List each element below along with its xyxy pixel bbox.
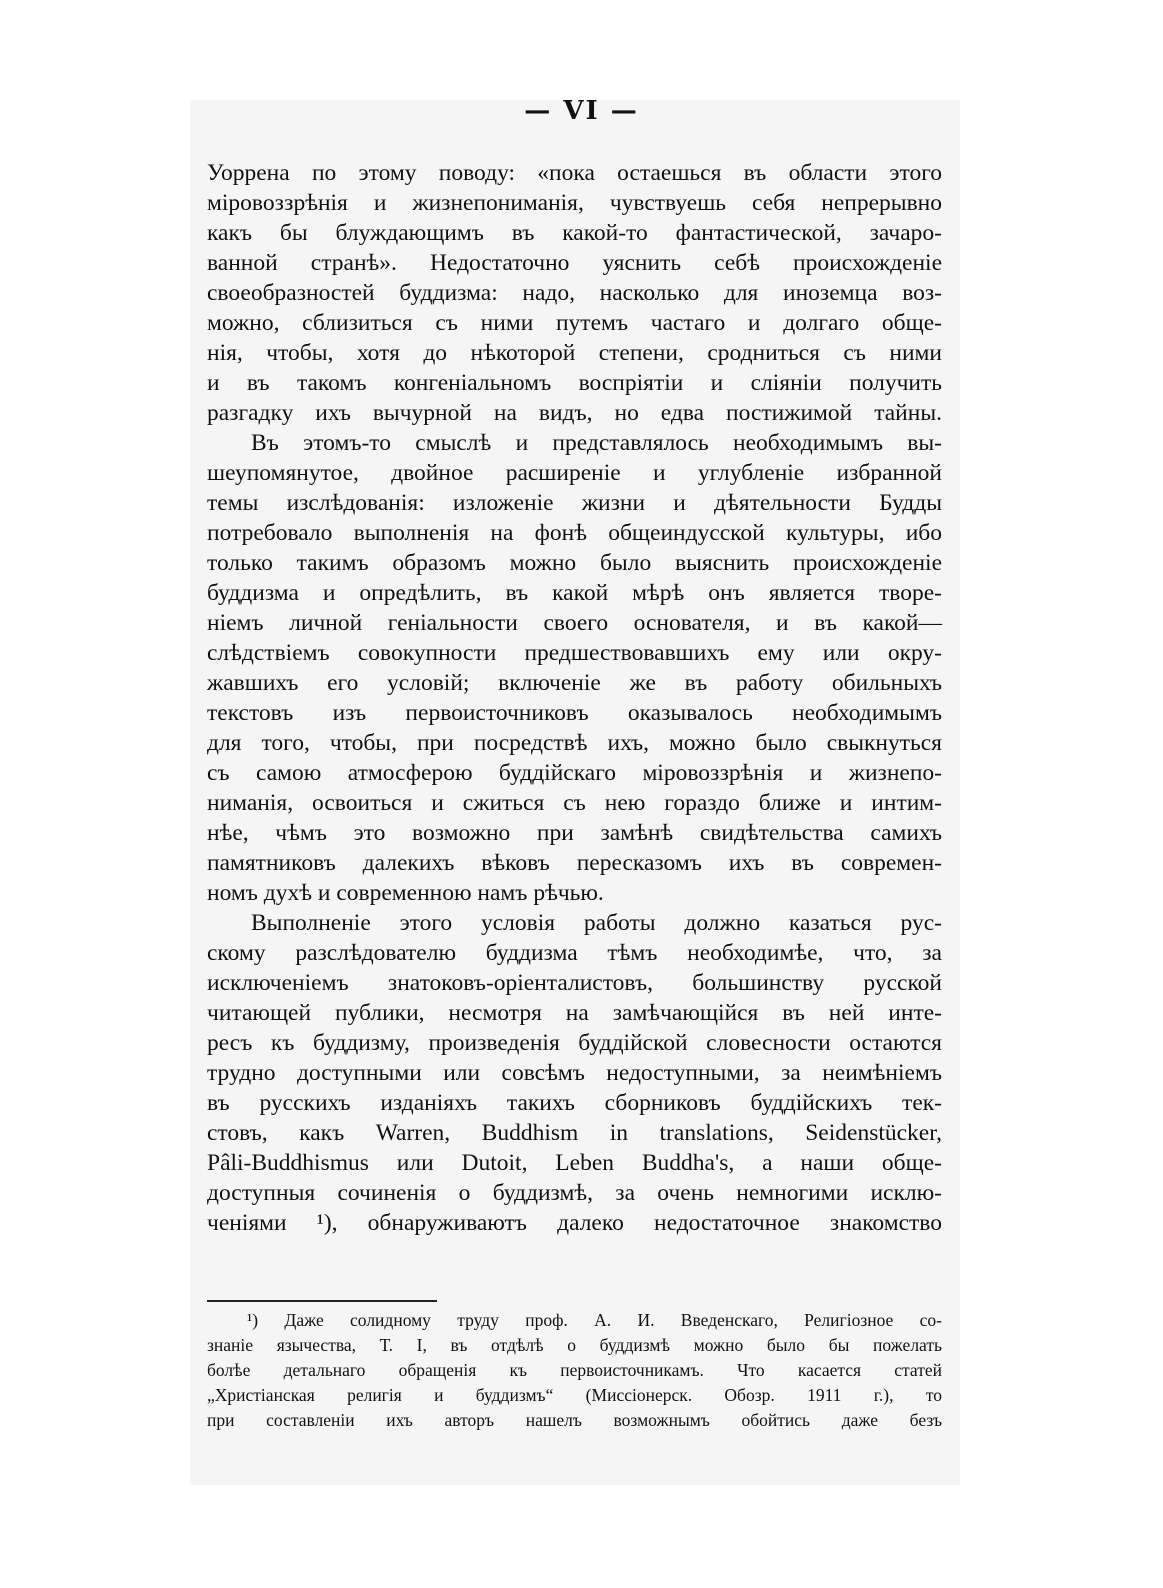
- main-text: [207, 158, 942, 1238]
- text-line: темы изслѣдованія: изложеніе жизни и дѣятельности Будды: [207, 490, 942, 516]
- text-line: ниманія, освоиться и сжиться съ нею гораздо ближе и интим-: [207, 790, 942, 816]
- text-line: ресъ къ буддизму, произведенія буддійской словесности остаются: [207, 1030, 942, 1056]
- text-line: Въ этомъ-то смыслѣ и представлялось необходимымъ вы-: [251, 430, 942, 456]
- text-line: и въ такомъ конгеніальномъ воспріятіи и сліяніи получить: [207, 370, 942, 396]
- text-line: нѣе, чѣмъ это возможно при замѣнѣ свидѣтельства самихъ: [207, 820, 942, 846]
- text-line: своеобразностей буддизма: надо, насколько для иноземца воз-: [207, 280, 942, 306]
- paragraph-2: [207, 428, 942, 908]
- footnote-line: болѣе детальнаго обращенія къ первоисточникамъ. Что касается статей: [207, 1360, 942, 1380]
- text-line: только такимъ образомъ можно было выяснить происхожденіе: [207, 550, 942, 576]
- text-line: шеупомянутое, двойное расширеніе и углубленіе избранной: [207, 460, 942, 486]
- text-line: ченіями ¹), обнаруживаютъ далеко недостаточное знакомство: [207, 1210, 942, 1236]
- text-line: ніемъ личной геніальности своего основателя, и въ какой—: [207, 610, 942, 636]
- footnote-divider: [207, 1300, 437, 1302]
- text-line: міровоззрѣнія и жизнепониманія, чувствуешь себя непрерывно: [207, 190, 942, 216]
- footnote-line: „Христіанская религія и буддизмъ“ (Миссіонерск. Обозр. 1911 г.), то: [207, 1385, 942, 1405]
- paragraph-3: [207, 908, 942, 1238]
- text-line: доступныя сочиненія о буддизмѣ, за очень немногими исклю-: [207, 1180, 942, 1206]
- text-line: ванной странѣ». Недостаточно уяснить себѣ происхожденіе: [207, 250, 942, 276]
- text-line: слѣдствіемъ совокупности предшествовавшихъ ему или окру-: [207, 640, 942, 666]
- text-line: Уоррена по этому поводу: «пока остаешься въ области этого: [207, 160, 942, 186]
- text-line: разгадку ихъ вычурной на видъ, но едва постижимой тайны.: [207, 400, 942, 426]
- text-line: Pâli-Buddhismus или Dutoit, Leben Buddha's, а наши обще-: [207, 1150, 942, 1176]
- footnote-line: при составленіи ихъ авторъ нашелъ возможнымъ обойтись даже безъ: [207, 1410, 942, 1430]
- footnote: [207, 1308, 942, 1433]
- text-line: въ русскихъ изданіяхъ такихъ сборниковъ буддійскихъ тек-: [207, 1090, 942, 1116]
- text-line: исключеніемъ знатоковъ-оріенталистовъ, большинству русской: [207, 970, 942, 996]
- text-line: для того, чтобы, при посредствѣ ихъ, можно было свыкнуться: [207, 730, 942, 756]
- paragraph-1: [207, 158, 942, 428]
- text-line: съ самою атмосферою буддійскаго міровоззрѣнія и жизнепо-: [207, 760, 942, 786]
- footnote-line: знаніе язычества, Т. I, въ отдѣлѣ о буддизмѣ можно было бы пожелать: [207, 1335, 942, 1355]
- text-line: читающей публики, несмотря на замѣчающійся въ ней инте-: [207, 1000, 942, 1026]
- page-number-header: — VI —: [524, 96, 639, 126]
- text-line: нія, чтобы, хотя до нѣкоторой степени, сродниться съ ними: [207, 340, 942, 366]
- footnote-line: ¹) Даже солидному труду проф. А. И. Введенскаго, Религіозное со-: [247, 1310, 942, 1330]
- text-line: скому разслѣдователю буддизма тѣмъ необходимѣе, что, за: [207, 940, 942, 966]
- text-line: буддизма и опредѣлить, въ какой мѣрѣ онъ является творе-: [207, 580, 942, 606]
- text-line: стовъ, какъ Warren, Buddhism in translations, Seidenstücker,: [207, 1120, 942, 1146]
- text-line: текстовъ изъ первоисточниковъ оказывалось необходимымъ: [207, 700, 942, 726]
- text-line: номъ духѣ и современною намъ рѣчью.: [207, 880, 604, 906]
- text-line: потребовало выполненія на фонѣ общеиндусской культуры, ибо: [207, 520, 942, 546]
- text-line: памятниковъ далекихъ вѣковъ пересказомъ ихъ въ современ-: [207, 850, 942, 876]
- text-line: жавшихъ его условій; включеніе же въ работу обильныхъ: [207, 670, 942, 696]
- text-line: можно, сблизиться съ ними путемъ частаго и долгаго обще-: [207, 310, 942, 336]
- text-line: трудно доступными или совсѣмъ недоступными, за неимѣніемъ: [207, 1060, 942, 1086]
- text-line: какъ бы блуждающимъ въ какой-то фантастической, зачаро-: [207, 220, 942, 246]
- text-line: Выполненіе этого условія работы должно казаться рус-: [251, 910, 942, 936]
